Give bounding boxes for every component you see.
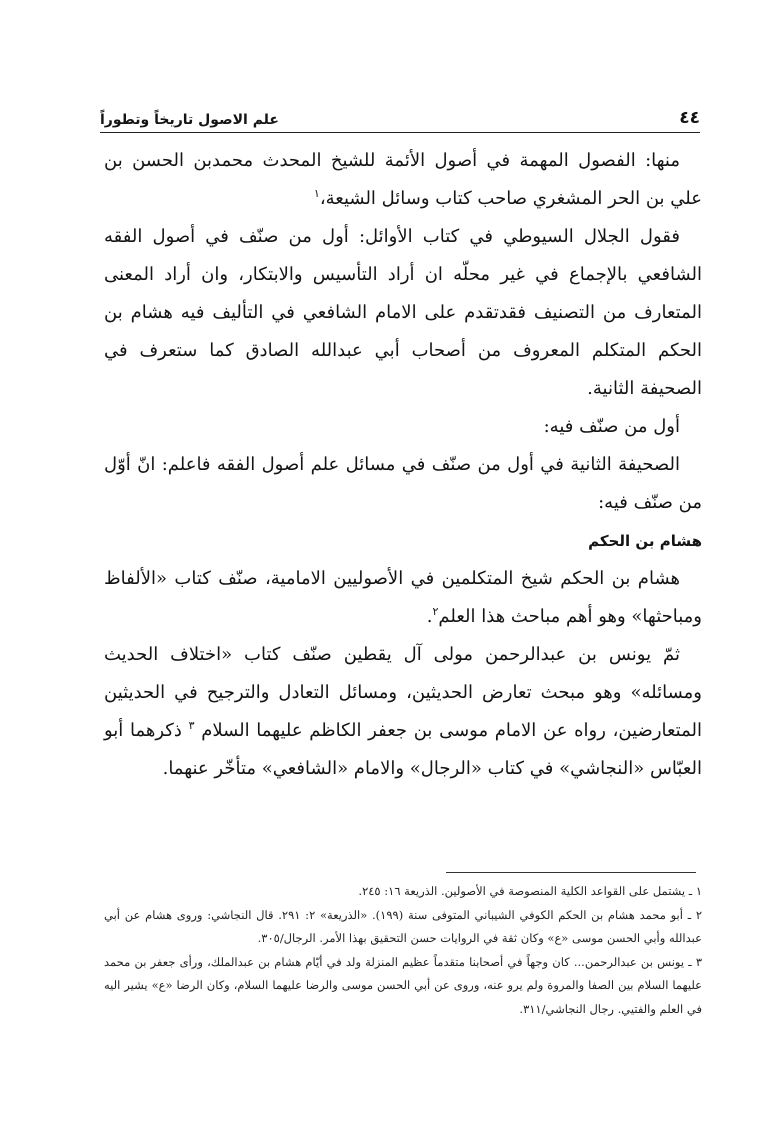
paragraph bbox=[104, 636, 702, 788]
paragraph bbox=[104, 142, 702, 218]
header-divider bbox=[100, 132, 700, 133]
footnote: ٢ ـ أبو محمد هشام بن الحكم الكوفي الشيباني المتوفى سنة (١٩٩). «الذريعة» ٢: ٢٩١. قال النجاشي: وروى هشام عن أبي عبدالله وأبي الحسن موسى «ع» وكان ثقة في الروايات حسن التحقيق بهذا الأمر. الرجال/٣٠٥. bbox=[104, 907, 702, 945]
page-number: ٤٤ bbox=[679, 108, 700, 128]
paragraph: الصحيفة الثانية في أول من صنّف في مسائل علم أصول الفقه فاعلم: انّ أوّل من صنّف فيه: bbox=[104, 454, 702, 513]
footnote-divider bbox=[446, 872, 696, 873]
footnotes bbox=[104, 880, 702, 1021]
footnote-ref: ٣ bbox=[188, 719, 195, 732]
paragraph: فقول الجلال السيوطي في كتاب الأوائل: أول من صنّف في أصول الفقه الشافعي بالإجماع في غير محلّه ان أراد التأسيس والابتكار، وان أراد المعنى المتعارف من التصنيف فقدتقدم على الامام الشافعي في التأليف فيه هشام بن الحكم المتكلم المعروف من أصحاب أبي عبدالله الصادق كما ستعرف في الصحيفة الثانية. bbox=[104, 226, 702, 399]
running-header bbox=[100, 104, 700, 128]
footnote: ١ ـ يشتمل على القواعد الكلية المنصوصة في الأصولين. الذريعة ١٦: ٢٤٥. bbox=[358, 884, 702, 898]
footnote-ref: ١ bbox=[313, 187, 320, 200]
paragraph-text: هشام بن الحكم شيخ المتكلمين في الأصوليين الامامية، صنّف كتاب «الألفاظ ومباحثها» وهو أهم مباحث هذا العلم bbox=[104, 568, 702, 627]
footnote: ٣ ـ يونس بن عبدالرحمن... كان وجهاً في أصحابنا متقدماً عظيم المنزلة ولد في أيّام هشام بن عبدالملك، ورأى جعفر بن محمد عليهما السلام بين الصفا والمروة ولم يرو عنه، وروى عن أبي الحسن موسى والرضا عليهما السلام، وكان الرضا «ع» يشير اليه في العلم والفتيي. رجال النجاشي/٣١١. bbox=[104, 954, 702, 1016]
paragraph: أول من صنّف فيه: bbox=[543, 416, 680, 437]
running-title: علم الاصول تاريخاً وتطوراً bbox=[100, 112, 279, 128]
footnote-ref: ٢ bbox=[432, 605, 439, 618]
paragraph: هشام بن الحكم شيخ المتكلمين في الأصوليين الامامية، صنّف كتاب «الألفاظ ومباحثها» وهو أهم مباحث هذا العلم$^٢$. bbox=[104, 568, 702, 627]
paragraph-text: ثمّ يونس بن عبدالرحمن مولى آل يقطين صنّف كتاب «اختلاف الحديث ومسائله» وهو مبحث تعارض الحديثين، ومسائل التعادل والترجيح في الحديثين المتعارضين، رواه عن الامام موسى بن جعفر الكاظم عليهما السلام bbox=[104, 644, 703, 741]
paragraph-text: ذكرهما أبو العبّاس «النجاشي» في كتاب «الرجال» والامام «الشافعي» متأخّر عنهما. bbox=[104, 720, 702, 779]
paragraph-text: منها: الفصول المهمة في أصول الأئمة للشيخ المحدث محمدبن الحسن بن علي بن الحر المشغري صاحب كتاب وسائل الشيعة، bbox=[104, 150, 702, 209]
main-text bbox=[104, 142, 702, 788]
section-heading: هشام بن الحكم bbox=[588, 532, 702, 550]
